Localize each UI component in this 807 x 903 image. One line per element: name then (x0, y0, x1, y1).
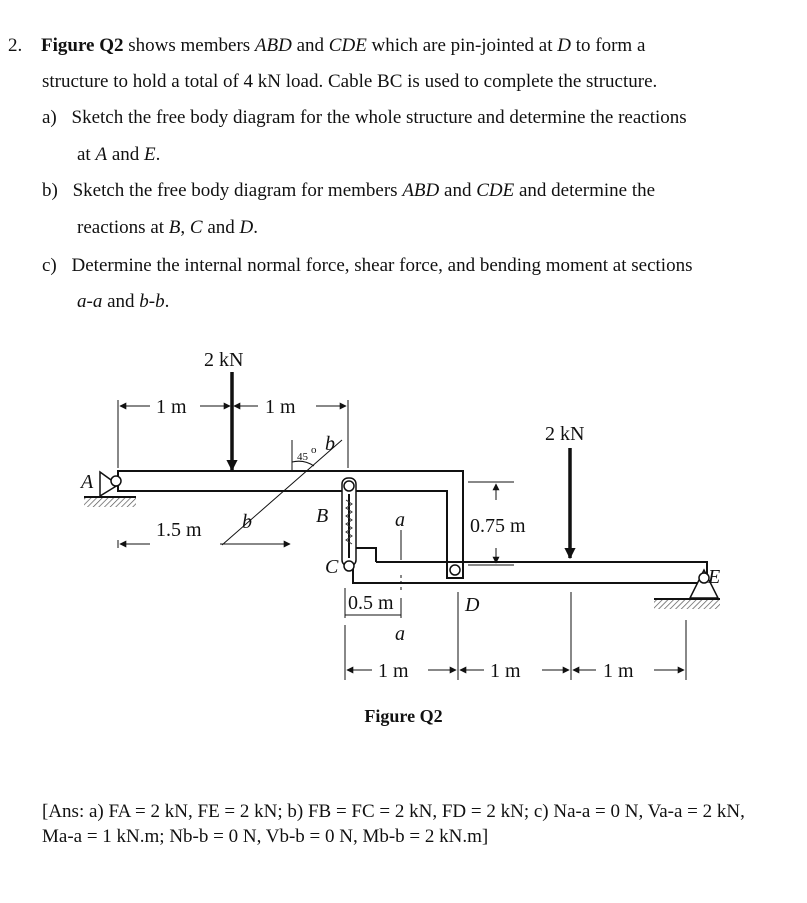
point-e: E (144, 144, 156, 165)
section-bb: b-b (139, 291, 165, 312)
member-abd: ABD (254, 35, 292, 56)
point-b-label: B (316, 505, 329, 527)
figure-caption: Figure Q2 (364, 706, 443, 726)
part-b-text: . (253, 217, 259, 238)
part-b-text: and (439, 180, 477, 201)
point-a: A (95, 144, 108, 165)
degree-label: o (311, 444, 317, 456)
section-b-top-label: b (325, 433, 335, 455)
intro-text: shows members (123, 35, 255, 56)
section-b-bottom-label: b (242, 511, 252, 533)
dim-1m-label-c: 1 m (378, 660, 409, 682)
part-a-text: Sketch the free body diagram for the whole structure and determine the reactions (71, 107, 687, 128)
point-d-label: D (465, 594, 480, 616)
ground-hatch-e (654, 600, 720, 609)
point-e-label: E (708, 566, 721, 588)
dim-1m-label-d: 1 m (490, 660, 521, 682)
part-a-line-1 (42, 106, 687, 130)
part-b-line-2 (77, 216, 258, 240)
part-b-label: b) (42, 180, 58, 201)
section-a-top-label: a (395, 509, 405, 531)
point-c-label: C (325, 556, 339, 578)
intro-text: which are pin-jointed at (366, 35, 558, 56)
part-c-line-1 (42, 254, 692, 278)
part-c-label: c) (42, 255, 57, 276)
dim-1m-label-b: 1 m (265, 396, 296, 418)
section-aa: a-a (77, 291, 103, 312)
part-b-text: and (202, 217, 240, 238)
dim-1m-label-e: 1 m (603, 660, 634, 682)
load-1-label: 2 kN (204, 349, 244, 371)
dim-0-5m-label: 0.5 m (348, 592, 394, 614)
part-b-text: Sketch the free body diagram for members (72, 180, 403, 201)
part-c-text: Determine the internal normal force, shear force, and bending moment at sections (71, 255, 693, 276)
member-abd: ABD (402, 180, 440, 201)
member-cde: CDE (476, 180, 515, 201)
part-c-text: . (164, 291, 170, 312)
section-a-bottom-label: a (395, 623, 405, 645)
point-c: C (189, 217, 203, 238)
part-b-text: , (180, 217, 190, 238)
load-2-label: 2 kN (545, 423, 585, 445)
question-line-1 (8, 34, 645, 58)
structure-diagram (0, 330, 807, 700)
point-b: B (168, 217, 181, 238)
pin-d (450, 565, 460, 575)
angle-label: 45 (297, 451, 308, 463)
part-b-line-1 (42, 179, 655, 203)
joint-d: D (557, 35, 571, 56)
dim-1m-label-a: 1 m (156, 396, 187, 418)
part-a-text: and (107, 144, 145, 165)
part-a-line-2 (77, 143, 160, 167)
intro-text: to form a (571, 35, 646, 56)
part-c-text: and (102, 291, 140, 312)
question-line-2: structure to hold a total of 4 kN load. Cable BC is used to complete the structure. (42, 71, 658, 92)
pin-c (344, 561, 354, 571)
ground-hatch-a (84, 498, 136, 507)
dim-1-5m-label: 1.5 m (156, 519, 202, 541)
part-b-text: reactions at (77, 217, 169, 238)
cable-bc (342, 478, 356, 571)
intro-text: and (291, 35, 329, 56)
pin-b (344, 481, 354, 491)
part-b-text: and determine the (514, 180, 656, 201)
point-d: D (239, 217, 254, 238)
part-c-line-2 (77, 290, 169, 314)
answer-line-2: Ma-a = 1 kN.m; Nb-b = 0 N, Vb-b = 0 N, Mb-b = 2 kN.m] (42, 826, 489, 847)
section-b-line (222, 440, 342, 545)
dim-0-75m-label: 0.75 m (470, 515, 526, 537)
part-a-text: at (77, 144, 96, 165)
point-a-label: A (81, 471, 94, 493)
part-a-label: a) (42, 107, 57, 128)
answer-line-1: [Ans: a) FA = 2 kN, FE = 2 kN; b) FB = FC = 2 kN, FD = 2 kN; c) Na-a = 0 N, Va-a = 2 kN, (42, 801, 745, 822)
question-number: 2. (8, 35, 23, 56)
dim-1-5m (118, 540, 290, 548)
part-a-text: . (155, 144, 161, 165)
figure-reference: Figure Q2 (41, 35, 124, 56)
member-cde: CDE (328, 35, 367, 56)
member-cde (353, 548, 707, 583)
